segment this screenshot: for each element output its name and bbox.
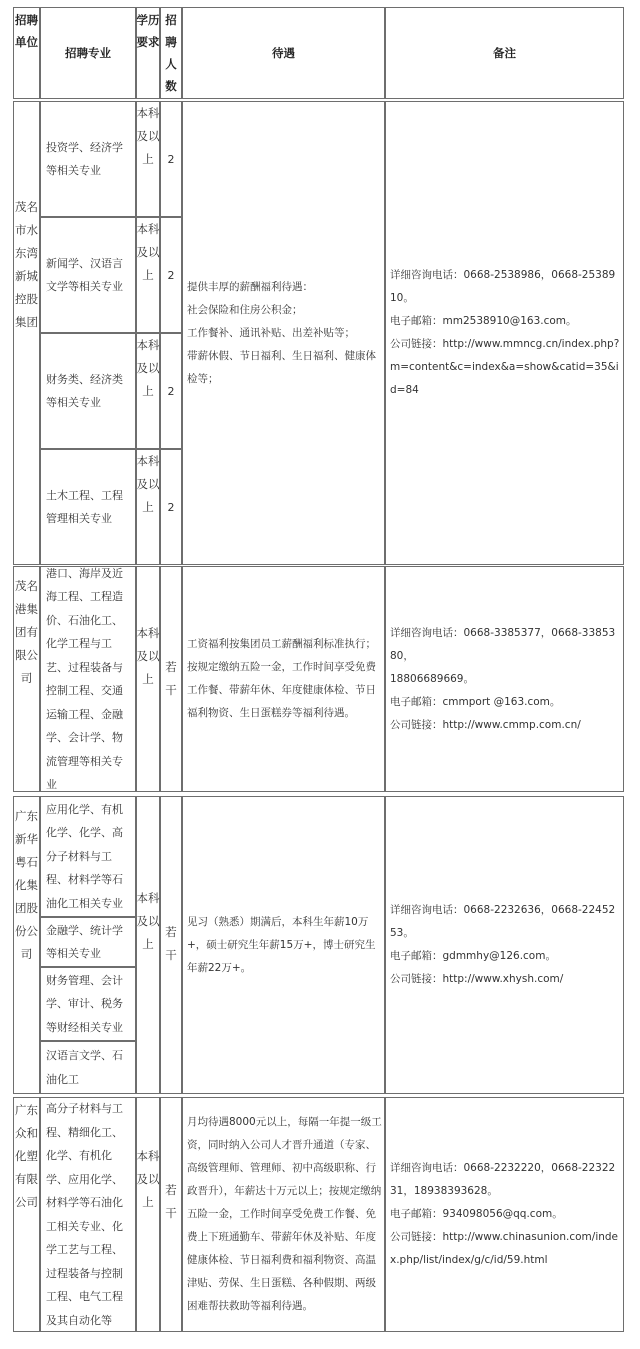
company-4-phone: 详细咨询电话：0668-2232220，0668-2232231，18938393628。 xyxy=(390,1162,616,1197)
company-3-link[interactable]: 公司链接：http://www.xhysh.com/ xyxy=(390,973,564,985)
header-unit: 招聘单位 xyxy=(15,13,38,49)
company-3-notes xyxy=(390,796,620,1094)
company-2-edu: 本科及以上 xyxy=(136,626,160,686)
company-1-major-4: 土木工程、工程管理相关专业 xyxy=(46,488,123,525)
company-2-major: 港口、海岸及近海工程、工程造价、石油化工、化学工程与工艺、过程装备与控制工程、交通运输工程、金融学、会计学、物流管理等相关专业 xyxy=(46,566,123,791)
company-4-benefits xyxy=(187,1097,382,1332)
company-3-phone: 详细咨询电话：0668-2232636，0668-2245253。 xyxy=(390,904,616,939)
company-3-email[interactable]: 电子邮箱：gdmmhy@126.com。 xyxy=(390,950,556,962)
company-4-link[interactable]: 公司链接：http://www.chinasunion.com/index.php/list/index/g/c/id/59.html xyxy=(390,1231,619,1266)
company-4-benefit-line: 月均待遇8000元以上，每隔一年提一级工资，同时纳入公司人才晋升通道（专家、高级管理师、管理师、初中高级职称、行政晋升），年薪达十万元以上；按规定缴纳五险一金，工作时间享受免费工作餐、免费上下班通勤车、带薪年休及补贴、年度健康体检、节日福利费和福利物资、高温津贴、劳保、生日蛋糕、各种假期、两级困难帮扶救助等福利待遇。 xyxy=(187,1116,382,1312)
company-3-major-3: 财务管理、会计学、审计、税务等财经相关专业 xyxy=(46,973,123,1034)
company-4-edu-cell xyxy=(136,1097,160,1332)
company-1-link[interactable]: 公司链接：http://www.mmncg.cn/index.php?m=content&c=index&a=show&catid=35&id=84 xyxy=(390,338,620,396)
company-3-name: 广东新华粤石化集团股份公司 xyxy=(15,809,38,961)
header-notes: 备注 xyxy=(493,46,516,60)
company-3-edu: 本科及以上 xyxy=(136,891,160,951)
company-1-major-1: 投资学、经济学等相关专业 xyxy=(46,140,123,177)
company-2-email[interactable]: 电子邮箱：cmmport @163.com。 xyxy=(390,695,561,708)
company-1-count-2: 2 xyxy=(167,268,175,282)
company-2-notes xyxy=(390,566,620,792)
company-1-edu-2: 本科及以上 xyxy=(136,222,160,282)
company-3-count: 若干 xyxy=(165,925,177,962)
company-4-edu: 本科及以上 xyxy=(136,1149,160,1209)
company-1-email[interactable]: 电子邮箱：mm2538910@163.com。 xyxy=(390,315,577,327)
company-1-benefit-line: 社会保险和住房公积金； xyxy=(187,303,303,316)
company-2-phone: 详细咨询电话：0668-3385377，0668-3385380， xyxy=(390,626,616,662)
company-4-count: 若干 xyxy=(165,1183,177,1220)
header-edu: 学历要求 xyxy=(136,13,160,49)
company-3-major-2: 金融学、统计学等相关专业 xyxy=(46,923,123,960)
header-benefits: 待遇 xyxy=(272,46,295,60)
company-3-benefits xyxy=(187,796,382,1094)
company-1-count-1: 2 xyxy=(167,152,175,166)
company-1-edu-4: 本科及以上 xyxy=(136,454,160,514)
company-2-phone-mobile: 18806689669。 xyxy=(390,672,474,685)
company-2-name: 茂名港集团有限公司 xyxy=(15,579,38,685)
company-1-edu-1: 本科及以上 xyxy=(136,106,160,166)
company-2-link[interactable]: 公司链接：http://www.cmmp.com.cn/ xyxy=(390,718,581,731)
company-1-major-3: 财务类、经济类等相关专业 xyxy=(46,372,123,409)
company-1-benefit-line: 带薪休假、节日福利、生日福利、健康体检等； xyxy=(187,349,376,385)
company-1-count-4: 2 xyxy=(167,500,175,514)
company-4-email[interactable]: 电子邮箱：934098056@qq.com。 xyxy=(390,1208,563,1220)
company-1-edu-3: 本科及以上 xyxy=(136,338,160,398)
company-1-name: 茂名市水东湾新城控股集团 xyxy=(15,200,38,329)
company-1-phone: 详细咨询电话：0668-2538986，0668-2538910。 xyxy=(390,269,616,304)
company-1-benefit-line: 工作餐补、通讯补贴、出差补贴等； xyxy=(187,326,355,339)
company-3-major-1: 应用化学、有机化学、化学、高分子材料与工程、材料学等石油化工相关专业 xyxy=(46,802,123,910)
company-1-major-2: 新闻学、汉语言文学等相关专业 xyxy=(46,256,123,293)
header-count: 招聘人数 xyxy=(165,13,177,93)
company-1-notes xyxy=(390,101,620,565)
company-2-benefits xyxy=(187,566,382,792)
company-3-benefit-line: 见习（熟悉）期满后，本科生年薪10万+，硕士研究生年薪15万+，博士研究生年薪22万+。 xyxy=(187,915,376,974)
company-1-count-3: 2 xyxy=(167,384,175,398)
company-2-count: 若干 xyxy=(165,660,177,697)
company-1-benefits xyxy=(187,101,382,565)
company-2-benefit-line: 工资福利按集团员工薪酬福利标准执行；按规定缴纳五险一金，工作时间享受免费工作餐、带薪年休、年度健康体检、节日福利物资、生日蛋糕券等福利待遇。 xyxy=(187,638,376,719)
header-major: 招聘专业 xyxy=(65,46,111,60)
company-4-notes xyxy=(390,1097,620,1332)
company-3-major-4: 汉语言文学、石油化工 xyxy=(46,1049,123,1086)
company-4-major: 高分子材料与工程、精细化工、化学、有机化学、应用化学、材料学等石油化工相关专业、化学工艺与工程、过程装备与控制工程、电气工程及其自动化等 xyxy=(46,1102,123,1327)
company-1-benefit-line: 提供丰厚的薪酬福利待遇： xyxy=(187,280,313,293)
company-4-name: 广东众和化塑有限公司 xyxy=(15,1103,38,1209)
